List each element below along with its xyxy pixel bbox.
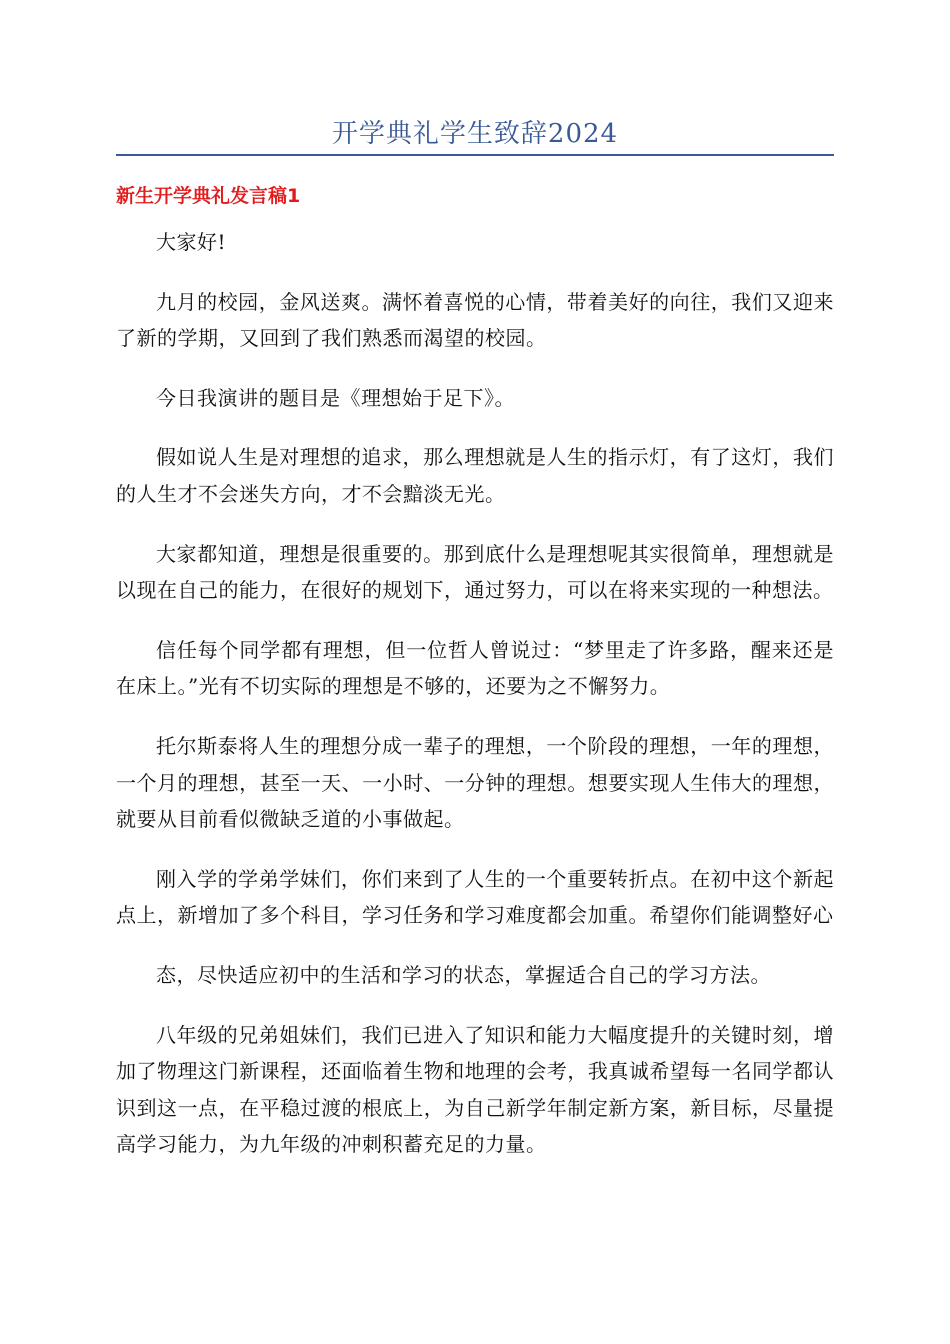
paragraph: 态，尽快适应初中的生活和学习的状态，掌握适合自己的学习方法。 [156,962,771,987]
paragraph: 刚入学的学弟学妹们，你们来到了人生的一个重要转折点。在初中这个新起点上，新增加了多个科目，学习任务和学习难度都会加重。希望你们能调整好心 [116,866,834,928]
paragraph: 信任每个同学都有理想，但一位哲人曾说过：“梦里走了许多路，醒来还是在床上。”光有不切实际的理想是不够的，还要为之不懈努力。 [116,637,834,699]
paragraph: 假如说人生是对理想的追求，那么理想就是人生的指示灯，有了这灯，我们的人生才不会迷失方向，才不会黯淡无光。 [116,445,834,506]
section-heading: 新生开学典礼发言稿1 [116,185,301,207]
paragraph: 托尔斯泰将人生的理想分成一辈子的理想，一个阶段的理想，一年的理想，一个月的理想，甚至一天、一小时、一分钟的理想。想要实现人生伟大的理想，就要从目前看似微缺乏道的小事做起。 [116,733,834,832]
paragraph: 今日我演讲的题目是《理想始于足下》。 [156,385,515,410]
paragraph: 九月的校园，金风送爽。满怀着喜悦的心情，带着美好的向往，我们又迎来了新的学期，又回到了我们熟悉而渴望的校园。 [116,289,834,351]
document-title: 开学典礼学生致辞2024 [331,119,619,149]
paragraph: 大家都知道，理想是很重要的。那到底什么是理想呢其实很简单，理想就是以现在自己的能力，在很好的规划下，通过努力，可以在将来实现的一种想法。 [116,541,834,603]
paragraph: 大家好! [156,230,227,254]
title-underline [116,154,834,156]
document-body [116,224,834,1186]
paragraph: 八年级的兄弟姐妹们，我们已进入了知识和能力大幅度提升的关键时刻，增加了物理这门新课程，还面临着生物和地理的会考，我真诚希望每一名同学都认识到这一点，在平稳过渡的根底上，为自己新学年制定新方案，新目标，尽量提高学习能力，为九年级的冲刺积蓄充足的力量。 [116,1022,834,1157]
